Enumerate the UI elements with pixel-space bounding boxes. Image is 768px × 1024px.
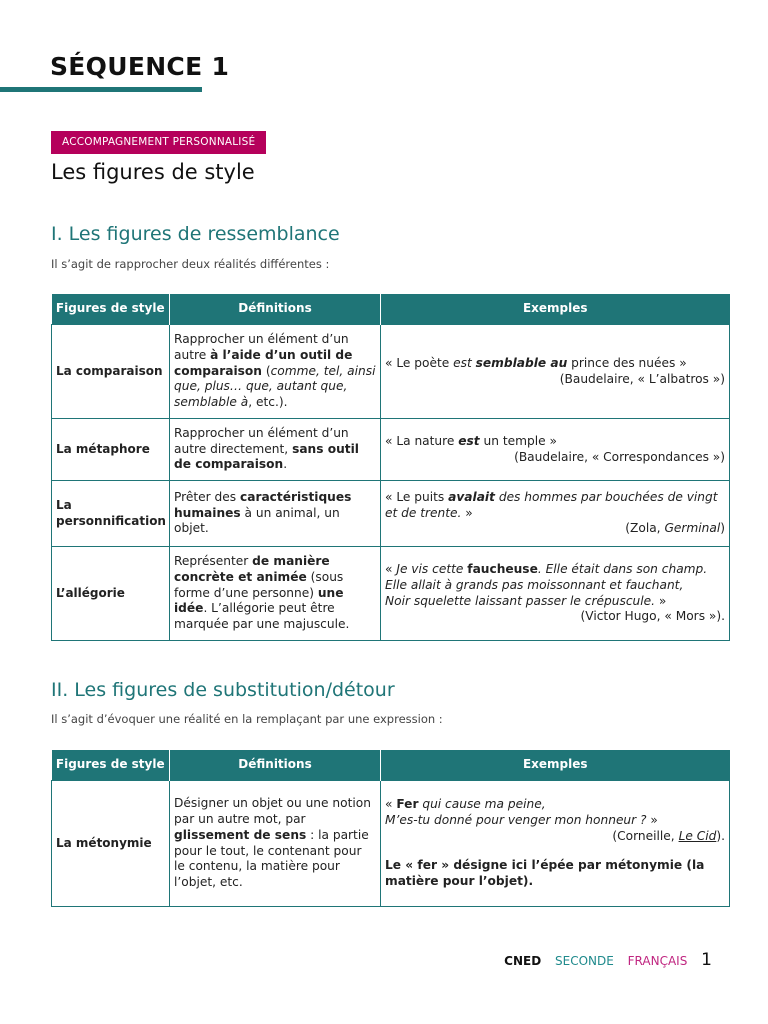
example-source: (Zola, Germinal)	[625, 521, 725, 536]
document-title: Les figures de style	[51, 160, 255, 184]
header-figures: Figures de style	[52, 294, 170, 325]
header-figures: Figures de style	[52, 750, 170, 781]
table-row	[52, 325, 730, 419]
figure-name: L’allégorie	[52, 547, 170, 641]
figure-definition: Représenter de manière concrète et animée (sous forme d’une personne) une idée. L’allégorie peut être marquée par une majuscule.	[170, 547, 381, 641]
figure-name: La comparaison	[52, 325, 170, 419]
header-definitions: Définitions	[170, 294, 381, 325]
header-examples: Exemples	[381, 294, 730, 325]
header-definitions: Définitions	[170, 750, 381, 781]
section-badge: ACCOMPAGNEMENT PERSONNALISÉ	[51, 131, 266, 154]
figure-name: La personnification	[52, 481, 170, 547]
figure-example: « La nature est un temple » (Baudelaire, « Correspondances »)	[381, 419, 730, 481]
table-row	[52, 419, 730, 481]
table-row	[52, 781, 730, 907]
section1-title: I. Les figures de ressemblance	[51, 223, 340, 245]
table-header-row	[52, 294, 730, 325]
example-source: (Baudelaire, « Correspondances »)	[514, 449, 725, 464]
resemblance-table	[51, 294, 730, 641]
figure-definition: Désigner un objet ou une notion par un autre mot, par glissement de sens : la partie pour le tout, le contenant pour le contenu, la matière pour l’objet, etc.	[170, 781, 381, 907]
table-row	[52, 547, 730, 641]
figure-example: « Fer qui cause ma peine, M’es-tu donné pour venger mon honneur ? » (Corneille, Le Cid). Le « fer » désigne ici l’épée par métonymie (la matière pour l’objet).	[381, 781, 730, 907]
header-examples: Exemples	[381, 750, 730, 781]
section2-intro: Il s’agit d’évoquer une réalité en la remplaçant par une expression :	[51, 712, 443, 726]
substitution-table	[51, 750, 730, 907]
example-source: (Baudelaire, « L’albatros »)	[559, 371, 725, 386]
footer-level: SECONDE	[555, 954, 614, 968]
figure-example: « Le puits avalait des hommes par bouchées de vingt et de trente. » (Zola, Germinal)	[381, 481, 730, 547]
example-source: (Corneille, Le Cid).	[612, 828, 725, 843]
figure-definition: Prêter des caractéristiques humaines à un animal, un objet.	[170, 481, 381, 547]
figure-example: « Je vis cette faucheuse. Elle était dans son champ. Elle allait à grands pas moissonnant et fauchant, Noir squelette laissant passer le crépuscule. » (Victor Hugo, « Mors »).	[381, 547, 730, 641]
footer-cned: CNED	[504, 954, 542, 968]
page-number: 1	[701, 950, 712, 970]
sequence-title: SÉQUENCE 1	[50, 52, 230, 81]
section2-title: II. Les figures de substitution/détour	[51, 679, 395, 701]
figure-example: « Le poète est semblable au prince des nuées » (Baudelaire, « L’albatros »)	[381, 325, 730, 419]
section1-intro: Il s’agit de rapprocher deux réalités différentes :	[51, 257, 330, 271]
example-source: (Victor Hugo, « Mors »).	[580, 609, 725, 624]
figure-definition: Rapprocher un élément d’un autre à l’aide d’un outil de comparaison (comme, tel, ainsi que, plus… que, autant que, semblable à, etc.).	[170, 325, 381, 419]
table-row	[52, 481, 730, 547]
figure-name: La métonymie	[52, 781, 170, 907]
figure-name: La métaphore	[52, 419, 170, 481]
example-note: Le « fer » désigne ici l’épée par métonymie (la matière pour l’objet).	[385, 858, 705, 889]
title-underline-bar	[0, 87, 202, 92]
figure-definition: Rapprocher un élément d’un autre directement, sans outil de comparaison.	[170, 419, 381, 481]
table-header-row	[52, 750, 730, 781]
footer-subject: FRANÇAIS	[627, 954, 688, 968]
page-footer	[494, 950, 712, 970]
